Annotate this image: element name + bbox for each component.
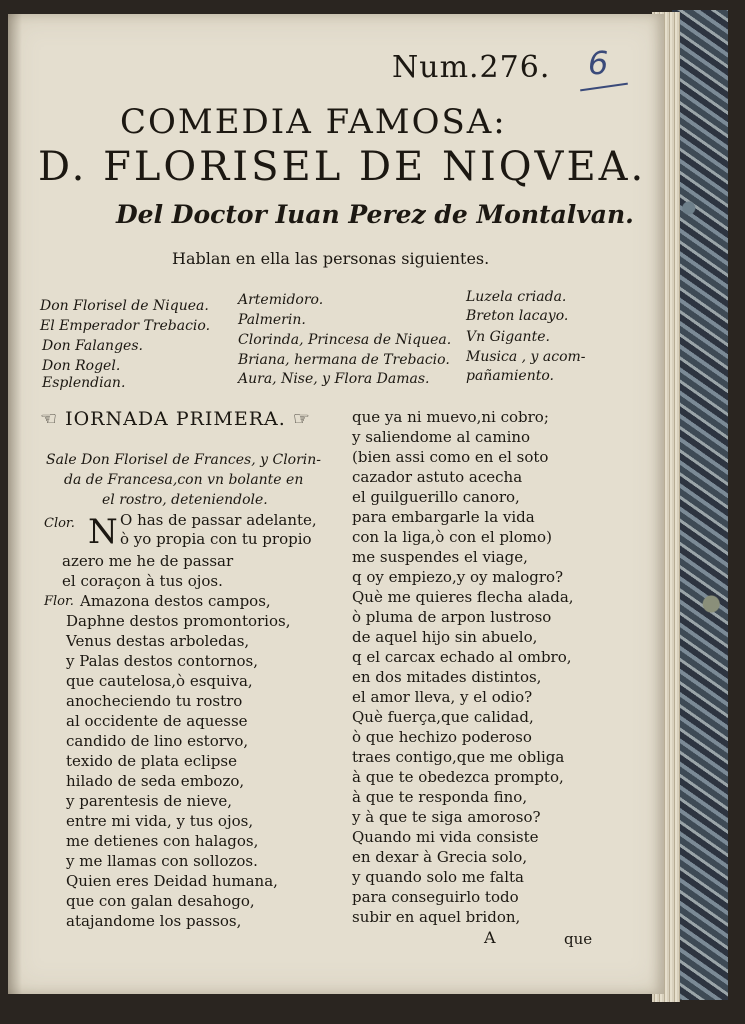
verse-line: O has de passar adelante, [120, 511, 317, 529]
cast-heading: Hablan en ella las personas siguientes. [172, 249, 490, 268]
verse-line: Amazona destos campos, [80, 592, 271, 610]
verse-line: entre mi vida, y tus ojos, [66, 812, 254, 830]
verse-line: y Palas destos contornos, [66, 652, 258, 670]
cast-name: Palmerin. [238, 312, 306, 328]
verse-line: ò que hechizo poderoso [352, 728, 532, 746]
drop-cap: N [88, 512, 118, 552]
cast-name: Briana, hermana de Trebacio. [238, 352, 450, 368]
verse-line: el coraçon à tus ojos. [62, 572, 223, 590]
verse-line: Què me quieres flecha alada, [352, 588, 574, 606]
act-heading-text: IORNADA PRIMERA. [65, 408, 286, 430]
verse-line: en dos mitades distintos, [352, 668, 542, 686]
marbled-edge [672, 10, 728, 1000]
verse-line: Daphne destos promontorios, [66, 612, 291, 630]
verse-line: en dexar à Grecia solo, [352, 848, 528, 866]
verse-line: para conseguirlo todo [352, 888, 519, 906]
verse-line: al occidente de aquesse [66, 712, 248, 730]
speaker-label: Clor. [44, 516, 75, 531]
cast-name: Clorinda, Princesa de Niquea. [238, 332, 452, 348]
cast-name: El Emperador Trebacio. [40, 318, 211, 334]
cast-name: Don Florisel de Niquea. [40, 298, 209, 314]
verse-line: Quando mi vida consiste [352, 828, 539, 846]
pointing-hand-left-icon: ☜ [40, 408, 59, 430]
verse-line: texido de plata eclipse [66, 752, 237, 770]
verse-line: Venus destas arboledas, [66, 632, 250, 650]
verse-line: me suspendes el viage, [352, 548, 528, 566]
verse-line: cazador astuto acecha [352, 468, 523, 486]
title-line-2: D. FLORISEL DE NIQVEA. [38, 144, 647, 190]
cast-name: Esplendian. [42, 375, 126, 391]
stage-direction-line: Sale Don Florisel de Frances, y Clorin- [46, 452, 322, 468]
verse-line: y me llamas con sollozos. [66, 852, 258, 870]
handwritten-mark: 6 [588, 44, 609, 82]
verse-line: à que te responda fino, [352, 788, 528, 806]
verse-line: que con galan desahogo, [66, 892, 255, 910]
cast-name: Don Rogel. [42, 358, 121, 374]
verse-line: que ya ni muevo,ni cobro; [352, 408, 549, 426]
verse-line: atajandome los passos, [66, 912, 242, 930]
verse-line: candido de lino estorvo, [66, 732, 249, 750]
author-line: Del Doctor Iuan Perez de Montalvan. [116, 200, 634, 229]
act-heading [40, 408, 311, 430]
verse-line: q el carcax echado al ombro, [352, 648, 572, 666]
page-number: Num.276. [392, 50, 551, 85]
speaker-label: Flor. [44, 594, 74, 609]
verse-line: con la liga,ò con el plomo) [352, 528, 552, 546]
cast-name: pañamiento. [466, 368, 554, 384]
verse-line: à que te obedezca prompto, [352, 768, 564, 786]
verse-line: el amor lleva, y el odio? [352, 688, 533, 706]
cast-name: Breton lacayo. [466, 308, 569, 324]
catchword: que [564, 930, 593, 948]
verse-line: y à que te siga amoroso? [352, 808, 541, 826]
verse-line: que cautelosa,ò esquiva, [66, 672, 253, 690]
verse-line: me detienes con halagos, [66, 832, 259, 850]
spine-shadow [8, 14, 22, 994]
verse-line: hilado de seda embozo, [66, 772, 245, 790]
verse-line: ò pluma de arpon lustroso [352, 608, 552, 626]
verse-line: q oy empiezo,y oy malogro? [352, 568, 564, 586]
stage-direction-line: el rostro, deteniendole. [102, 492, 268, 508]
cast-name: Musica , y acom- [466, 349, 586, 365]
verse-line: ò yo propia con tu propio [120, 530, 312, 548]
verse-line: y quando solo me falta [352, 868, 524, 886]
cast-name: Don Falanges. [42, 338, 143, 354]
stage-direction-line: da de Francesa,con vn bolante en [64, 472, 304, 488]
signature-mark: A [484, 928, 496, 947]
verse-line: y saliendome al camino [352, 428, 531, 446]
verse-line: de aquel hijo sin abuelo, [352, 628, 538, 646]
cast-name: Luzela criada. [466, 289, 567, 305]
verse-line: azero me he de passar [62, 552, 234, 570]
cast-name: Vn Gigante. [466, 329, 550, 345]
cast-name: Aura, Nise, y Flora Damas. [238, 371, 430, 387]
pointing-hand-right-icon: ☞ [292, 408, 311, 430]
verse-line: traes contigo,que me obliga [352, 748, 565, 766]
verse-line: Què fuerça,que calidad, [352, 708, 534, 726]
verse-line: (bien assi como en el soto [352, 448, 549, 466]
cast-name: Artemidoro. [238, 292, 324, 308]
verse-line: Quien eres Deidad humana, [66, 872, 278, 890]
verse-line: anocheciendo tu rostro [66, 692, 243, 710]
verse-line: para embargarle la vida [352, 508, 535, 526]
title-line-1: COMEDIA FAMOSA: [120, 102, 507, 142]
verse-line: subir en aquel bridon, [352, 908, 521, 926]
verse-line: y parentesis de nieve, [66, 792, 233, 810]
verse-line: el guilguerillo canoro, [352, 488, 520, 506]
